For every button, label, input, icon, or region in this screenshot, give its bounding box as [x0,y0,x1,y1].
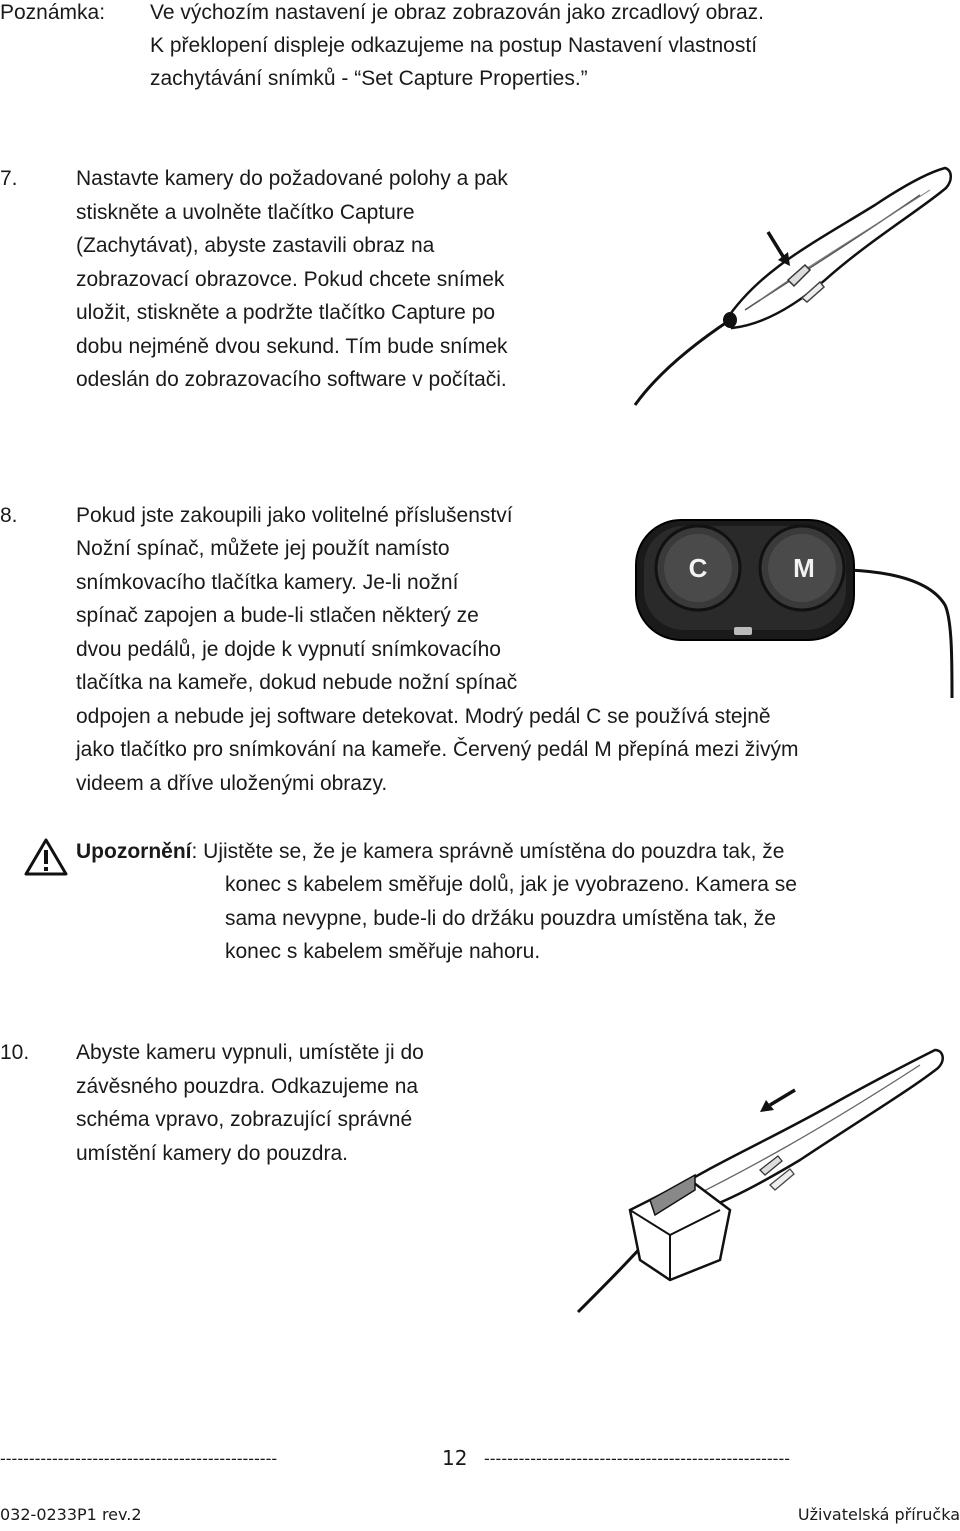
camera-illustration [620,150,960,420]
warning-text-first-line [76,835,784,868]
warning-line-3: sama nevypne, bude-li do držáku pouzdra umístěna tak, že [225,907,776,930]
page-number: 12 [442,1446,468,1470]
warning-icon [24,838,68,876]
manual-name: Uživatelská příručka [797,1505,960,1524]
step8-line-5: dvou pedálů, je dojde k vypnutí snímkovacího [76,638,501,661]
step10-number: 10. [0,1041,30,1064]
pedal-c-label: C [688,553,708,583]
step7-line-7: odeslán do zobrazovacího software v počítači. [76,368,507,391]
footer-dashes-left: ------------------------------------------------ [0,1449,278,1468]
step7-line-1: Nastavte kamery do požadované polohy a pak [76,167,508,190]
step8-line-9: videem a dříve uloženými obrazy. [76,772,388,795]
step7-line-5: uložit, stiskněte a podržte tlačítko Capture po [76,301,496,324]
step7-line-3: (Zachytávat), abyste zastavili obraz na [76,234,435,257]
pedal-m-label: M [793,553,815,583]
step7-number: 7. [0,167,18,190]
step10-line-1: Abyste kameru vypnuli, umístěte ji do [76,1041,424,1064]
step8-line-2: Nožní spínač, můžete jej použít namísto [76,537,450,560]
step7-line-2: stiskněte a uvolněte tlačítko Capture [76,201,415,224]
note-label: Poznámka: [0,1,106,24]
warning-line-2: konec s kabelem směřuje dolů, jak je vyobrazeno. Kamera se [225,873,797,896]
step8-line-3: snímkovacího tlačítka kamery. Je-li nožní [76,571,459,594]
step8-line-8: jako tlačítko pro snímkování na kameře. Červený pedál M přepíná mezi živým [76,738,799,761]
step10-line-3: schéma vpravo, zobrazující správné [76,1108,413,1131]
step7-line-4: zobrazovací obrazovce. Pokud chcete snímek [76,268,505,291]
note-line-3: zachytávání snímků - “Set Capture Properties.” [150,67,588,90]
warning-line-1: : Ujistěte se, že je kamera správně umístěna do pouzdra tak, že [191,840,785,863]
step7-line-6: dobu nejméně dvou sekund. Tím bude snímek [76,335,508,358]
step8-line-7: odpojen a nebude jej software detekovat. Modrý pedál C se používá stejně [76,705,771,728]
step8-line-6: tlačítka na kameře, dokud nebude nožní spínač [76,671,518,694]
footer-dashes-right: ----------------------------------------------------- [484,1449,790,1468]
note-line-2: K překlopení displeje odkazujeme na postup Nastavení vlastností [150,34,758,57]
step8-number: 8. [0,504,18,527]
camera-holder-illustration [570,1020,960,1320]
warning-label: Upozornění [76,840,192,863]
step10-line-2: závěsného pouzdra. Odkazujeme na [76,1075,419,1098]
warning-line-4: konec s kabelem směřuje nahoru. [225,940,541,963]
step8-line-4: spínač zapojen a bude-li stlačen některý ze [76,604,479,627]
step8-line-1: Pokud jste zakoupili jako volitelné příslušenství [76,504,513,527]
foot-switch-illustration [630,510,960,700]
note-line-1: Ve výchozím nastavení je obraz zobrazován jako zrcadlový obraz. [150,1,764,24]
step10-line-4: umístění kamery do pouzdra. [76,1142,348,1165]
document-id: 032-0233P1 rev.2 [0,1505,142,1524]
